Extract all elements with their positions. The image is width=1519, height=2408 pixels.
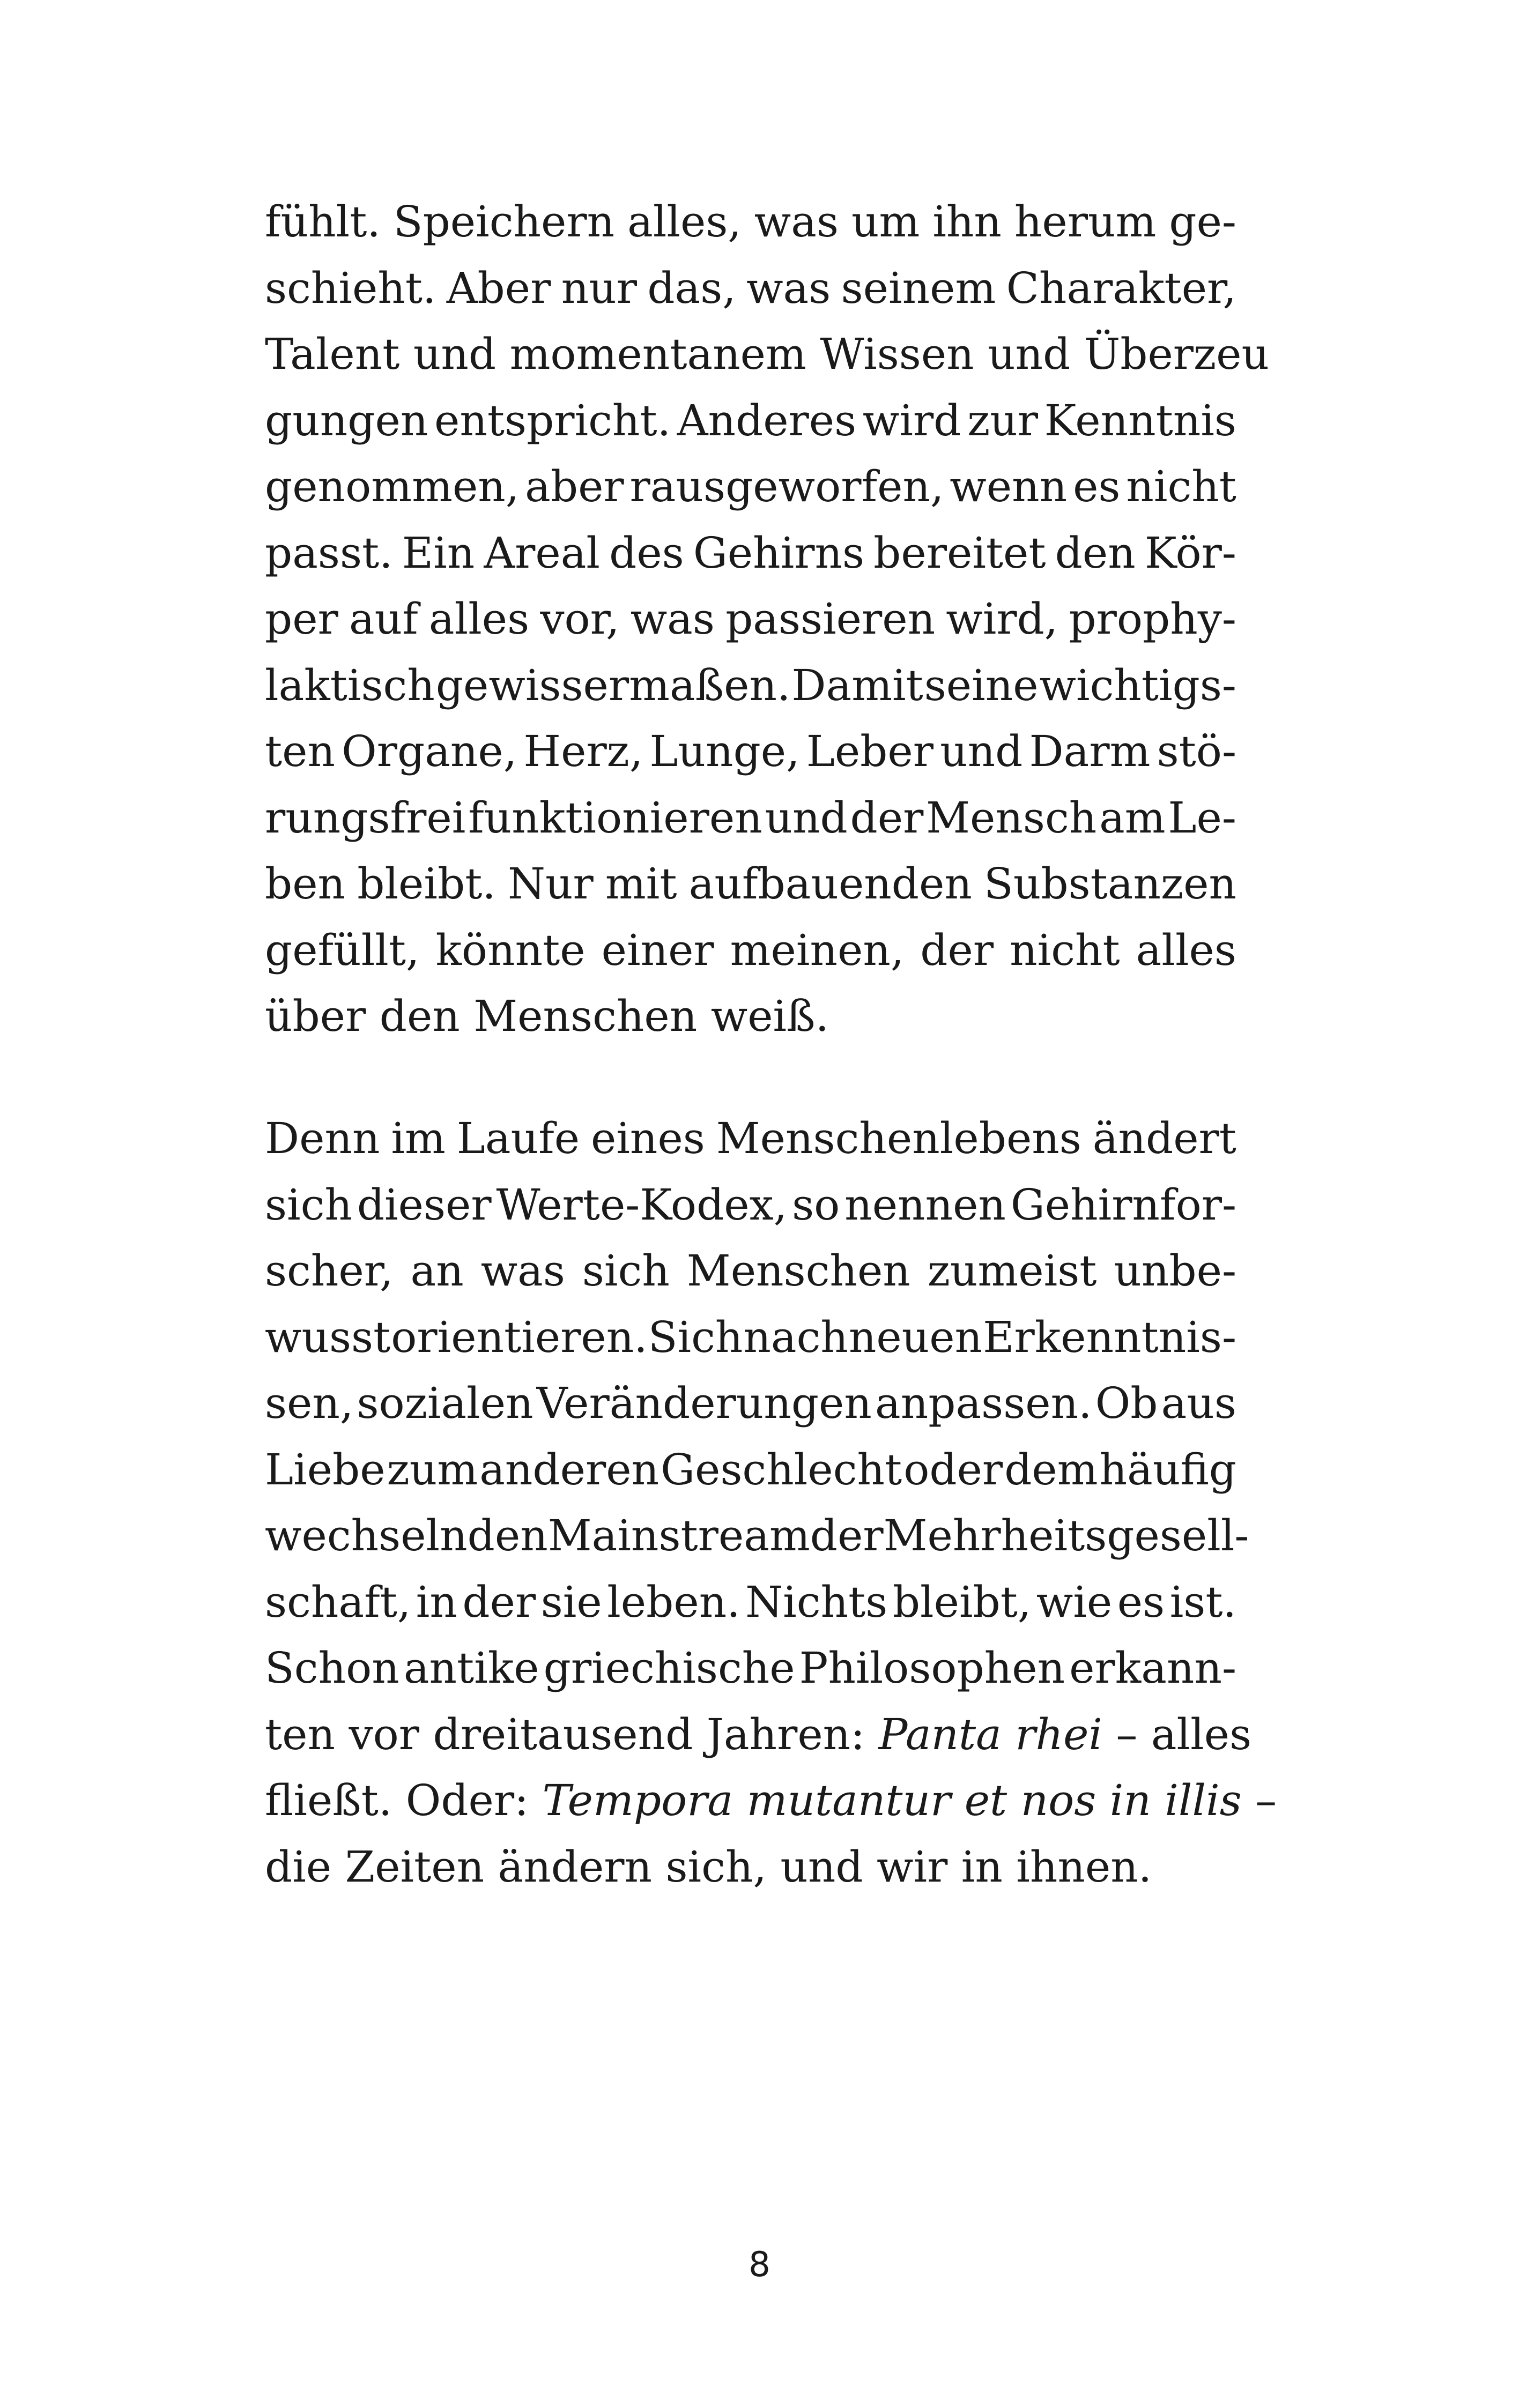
- word: ändert: [1092, 1113, 1236, 1163]
- word: Mehrheitsgesell-: [883, 1511, 1249, 1560]
- word: ihn: [932, 197, 1002, 247]
- text-line: die Zeiten ändern sich, und wir in ihnen.: [265, 1841, 1152, 1892]
- word: rausgeworfen,: [629, 462, 944, 511]
- word: was: [480, 1246, 565, 1296]
- word: Darm: [1029, 726, 1151, 776]
- word: des: [609, 527, 684, 578]
- word: Substanzen: [984, 859, 1236, 909]
- word: griechische: [543, 1643, 795, 1693]
- paragraph-1: [265, 189, 1270, 1050]
- word: eines: [591, 1113, 705, 1163]
- word: Geschlecht: [661, 1444, 902, 1495]
- word: zum: [387, 1444, 478, 1495]
- word: nicht: [1126, 462, 1236, 511]
- text-line: [265, 1503, 1249, 1569]
- word: mit: [605, 859, 677, 909]
- word: nennen: [844, 1179, 1006, 1230]
- word: seinem: [841, 263, 996, 313]
- word: es: [1117, 1577, 1165, 1627]
- word: entspricht.: [434, 395, 671, 445]
- text-line: über den Menschen weiß.: [265, 991, 829, 1041]
- text-line: [265, 388, 1236, 454]
- word: der: [810, 1511, 884, 1560]
- word: Ob: [1095, 1378, 1158, 1428]
- word: aufbauenden: [688, 859, 972, 909]
- word: in: [416, 1577, 457, 1627]
- word: nach: [743, 1312, 848, 1362]
- text-line: [265, 1701, 1252, 1768]
- word: per: [265, 594, 338, 644]
- text-line: [265, 255, 1236, 322]
- word: Liebe: [265, 1444, 386, 1495]
- word: Veränderungen: [536, 1378, 872, 1428]
- word: wird,: [946, 594, 1058, 644]
- word: wie: [1036, 1577, 1113, 1627]
- word: was: [746, 263, 831, 313]
- word: Erkenntnis-: [983, 1312, 1236, 1362]
- text-line: [265, 652, 1236, 719]
- text-line: [265, 1304, 1236, 1371]
- paragraph-2: [265, 1105, 1277, 1900]
- word: oder: [903, 1444, 1003, 1495]
- text-line: [265, 1105, 1236, 1172]
- text-line: [265, 1238, 1236, 1304]
- text-line: [265, 1767, 1277, 1834]
- text-segment: fließt. Oder:: [265, 1775, 543, 1825]
- word: häufig: [1099, 1444, 1236, 1495]
- word: dieser: [357, 1179, 492, 1230]
- word: Nichts: [745, 1577, 888, 1627]
- word: ben: [265, 859, 346, 909]
- word: den: [1055, 527, 1136, 578]
- word: wechselnden: [265, 1511, 548, 1560]
- word: vor,: [540, 594, 620, 644]
- word: bleibt,: [892, 1577, 1032, 1627]
- word: dem: [1004, 1444, 1098, 1495]
- text-line: [265, 1172, 1236, 1238]
- text-segment: ten vor dreitausend Jahren:: [265, 1709, 879, 1759]
- word: schieht.: [265, 263, 436, 313]
- word: der: [462, 1577, 536, 1627]
- word: und: [940, 726, 1023, 776]
- word: an: [410, 1246, 464, 1296]
- word: stö-: [1157, 726, 1236, 776]
- word: Laufe: [456, 1113, 580, 1163]
- word: das,: [647, 263, 736, 313]
- text-line: [265, 718, 1236, 785]
- word: was: [754, 197, 839, 247]
- word: prophy-: [1069, 594, 1236, 644]
- word: Menschenlebens: [716, 1113, 1081, 1163]
- word: alles,: [627, 197, 742, 247]
- word: im: [391, 1113, 446, 1163]
- word: auf: [349, 594, 418, 644]
- word: funktionieren: [468, 792, 762, 843]
- text-line: [265, 1437, 1236, 1503]
- word: alles: [1136, 925, 1236, 975]
- word: wird: [862, 395, 961, 445]
- word: ist.: [1169, 1577, 1236, 1627]
- word: könnte: [435, 925, 586, 975]
- word: der: [850, 792, 924, 843]
- text-line: [265, 189, 1236, 255]
- word: und: [765, 792, 848, 843]
- word: Herz,: [523, 726, 643, 776]
- word: Gehirnfor-: [1010, 1179, 1236, 1230]
- word: um: [851, 197, 920, 247]
- word: sich: [265, 1179, 352, 1230]
- word: seine: [924, 660, 1039, 710]
- word: unbe-: [1114, 1246, 1236, 1296]
- text-line: [265, 1635, 1236, 1701]
- word: Leber: [806, 726, 933, 776]
- word: was: [630, 594, 715, 644]
- word: einer: [601, 925, 714, 975]
- word: bleibt.: [357, 859, 496, 909]
- word: Schon: [265, 1643, 399, 1693]
- word: orientieren.: [391, 1312, 648, 1362]
- word: schaft,: [265, 1577, 411, 1627]
- word: sie: [540, 1577, 602, 1627]
- word: Denn: [265, 1113, 380, 1163]
- word: aber: [525, 462, 624, 511]
- text-line: [265, 454, 1236, 520]
- word: Mensch: [926, 792, 1097, 843]
- word: ge-: [1169, 197, 1236, 247]
- word: Kör-: [1144, 527, 1236, 578]
- word: bereitet: [873, 527, 1046, 578]
- text-line: [265, 1370, 1236, 1437]
- word: sozialen: [357, 1378, 533, 1428]
- word: nicht: [1010, 925, 1120, 975]
- text-line: [265, 917, 1236, 984]
- text-segment: –: [1241, 1775, 1277, 1825]
- text-line: [265, 520, 1236, 586]
- word: meinen,: [730, 925, 905, 975]
- italic-phrase: Panta rhei: [878, 1709, 1102, 1759]
- word: alles: [428, 594, 530, 644]
- word: passt.: [265, 527, 393, 578]
- word: Mainstream: [547, 1511, 810, 1560]
- word: gungen: [265, 395, 428, 445]
- text-line: Talent und momentanem Wissen und Überzeu: [265, 329, 1270, 379]
- word: Gehirns: [693, 527, 865, 578]
- text-line: [265, 586, 1236, 652]
- italic-phrase: Tempora mutantur et nos in illis: [542, 1775, 1242, 1825]
- text-line: [265, 785, 1236, 851]
- word: zur: [967, 395, 1038, 445]
- text-line: [265, 1569, 1236, 1636]
- word: anderen: [479, 1444, 660, 1495]
- word: Le-: [1168, 792, 1236, 843]
- word: Nur: [507, 859, 594, 909]
- word: der: [920, 925, 994, 975]
- word: gewissermaßen.: [435, 660, 791, 710]
- word: wichtigs-: [1039, 660, 1236, 710]
- word: gefüllt,: [265, 925, 420, 975]
- word: sen,: [265, 1378, 354, 1428]
- text-segment: – alles: [1102, 1709, 1252, 1759]
- word: ten: [265, 726, 336, 776]
- word: genommen,: [265, 462, 520, 511]
- word: passieren: [725, 594, 936, 644]
- word: wusst: [265, 1312, 391, 1362]
- word: Kenntnis: [1044, 395, 1236, 445]
- word: es: [1073, 462, 1121, 511]
- word: sich: [582, 1246, 670, 1296]
- word: laktisch: [265, 660, 435, 710]
- word: scher,: [265, 1246, 394, 1296]
- word: herum: [1014, 197, 1157, 247]
- word: Werte-Kodex,: [496, 1179, 788, 1230]
- word: zumeist: [927, 1246, 1097, 1296]
- word: nur: [561, 263, 637, 313]
- word: Sich: [648, 1312, 743, 1362]
- word: Organe,: [342, 726, 517, 776]
- word: Speichern: [393, 197, 615, 247]
- word: Areal: [484, 527, 600, 578]
- word: Menschen: [686, 1246, 910, 1296]
- word: Philosophen: [799, 1643, 1065, 1693]
- word: rungsfrei: [265, 792, 466, 843]
- word: anpassen.: [875, 1378, 1092, 1428]
- word: erkann-: [1069, 1643, 1236, 1693]
- word: Charakter,: [1006, 263, 1236, 313]
- word: neuen: [848, 1312, 983, 1362]
- word: Lunge,: [649, 726, 800, 776]
- word: so: [792, 1179, 840, 1230]
- word: antike: [403, 1643, 539, 1693]
- word: leben.: [607, 1577, 740, 1627]
- word: Anderes: [677, 395, 857, 445]
- page-number: 8: [749, 2245, 770, 2285]
- text-line: [265, 851, 1236, 917]
- word: fühlt.: [265, 197, 381, 247]
- word: aus: [1161, 1378, 1236, 1428]
- word: Ein: [402, 527, 475, 578]
- word: am: [1099, 792, 1166, 843]
- word: Damit: [791, 660, 923, 710]
- word: Aber: [446, 263, 551, 313]
- word: wenn: [950, 462, 1068, 511]
